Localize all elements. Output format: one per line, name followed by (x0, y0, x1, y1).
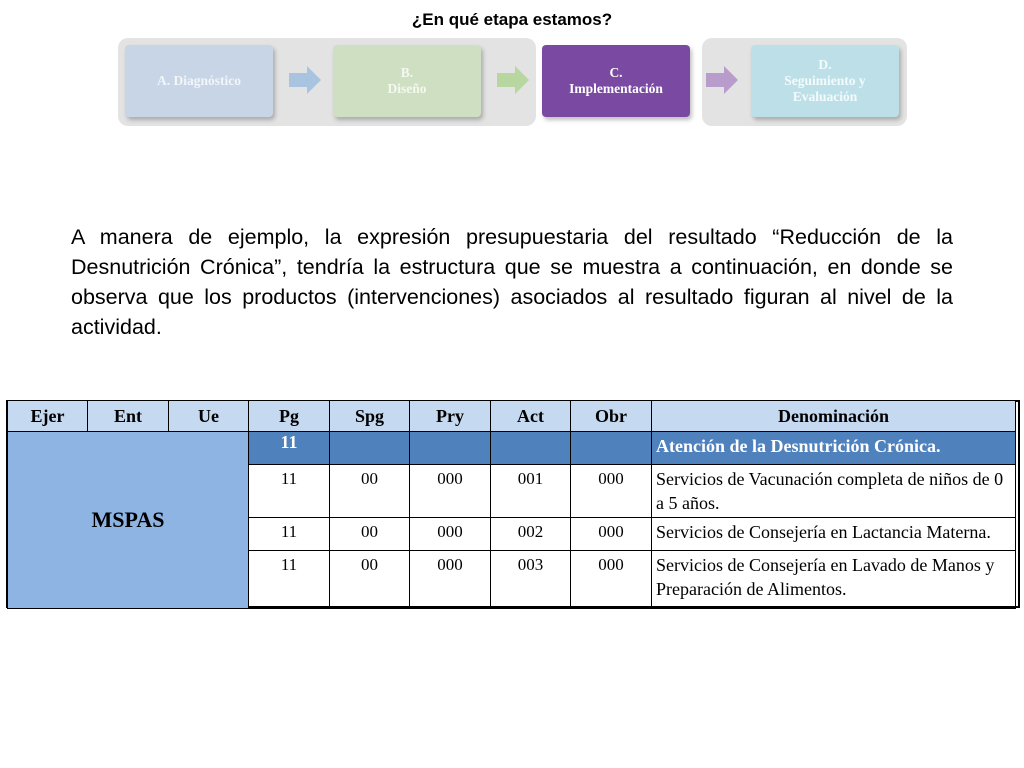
column-header: Ejer (8, 401, 88, 432)
stage-label: D. (818, 57, 832, 72)
column-header: Denominación (652, 401, 1016, 432)
budget-table-container (0, 396, 1024, 612)
column-header: Spg (330, 401, 410, 432)
table-cell (571, 432, 652, 465)
table-cell: 11 (249, 551, 330, 609)
table-header-row (8, 401, 1016, 432)
table-cell: Servicios de Vacunación completa de niños de 0 a 5 años. (652, 465, 1016, 518)
column-header: Ue (169, 401, 249, 432)
column-header: Obr (571, 401, 652, 432)
table-cell (330, 432, 410, 465)
table-cell (491, 432, 571, 465)
arrow-right-icon (706, 64, 738, 96)
table-cell: 001 (491, 465, 571, 518)
stage-seguimiento (751, 45, 899, 117)
table-cell: 002 (491, 518, 571, 551)
table-row-program (8, 432, 1016, 465)
table-cell: Atención de la Desnutrición Crónica. (652, 432, 1016, 465)
entity-cell: MSPAS (8, 432, 249, 609)
table-cell (410, 432, 491, 465)
table-cell: 11 (249, 518, 330, 551)
table-cell: 003 (491, 551, 571, 609)
stage-label: Seguimiento y (784, 73, 866, 88)
column-header: Pg (249, 401, 330, 432)
column-header: Ent (88, 401, 169, 432)
table-cell: 000 (571, 551, 652, 609)
table-cell: 000 (410, 465, 491, 518)
stage-diagnostico (125, 45, 273, 117)
table-cell: Servicios de Consejería en Lactancia Materna. (652, 518, 1016, 551)
table-cell: 00 (330, 518, 410, 551)
arrow-right-icon (289, 64, 321, 96)
stage-label: C. (609, 65, 623, 80)
arrow-right-icon (497, 64, 529, 96)
table-cell: 000 (410, 518, 491, 551)
body-paragraph: A manera de ejemplo, la expresión presupuestaria del resultado “Reducción de la Desnutrición Crónica”, tendría la estructura que se muestra a continuación, en donde se observa que los productos (intervenciones) asociados al resultado figuran al nivel de la actividad. (71, 225, 953, 339)
stage-label: Diseño (387, 81, 427, 96)
page-title: ¿En qué etapa estamos? (411, 10, 613, 29)
stage-implementacion (542, 45, 690, 117)
table-cell: 000 (571, 465, 652, 518)
table-cell: 000 (571, 518, 652, 551)
column-header: Pry (410, 401, 491, 432)
table-cell: 11 (249, 432, 330, 465)
budget-table (7, 400, 1016, 609)
stage-label: Implementación (569, 81, 663, 96)
table-cell: Servicios de Consejería en Lavado de Manos y Preparación de Alimentos. (652, 551, 1016, 609)
table-cell: 000 (410, 551, 491, 609)
column-header: Act (491, 401, 571, 432)
table-cell: 00 (330, 551, 410, 609)
stage-label: Evaluación (792, 89, 858, 104)
stage-label: B. (400, 65, 414, 80)
stage-label: A. Diagnóstico (157, 73, 241, 88)
stage-diseno (333, 45, 481, 117)
table-cell: 00 (330, 465, 410, 518)
table-cell: 11 (249, 465, 330, 518)
